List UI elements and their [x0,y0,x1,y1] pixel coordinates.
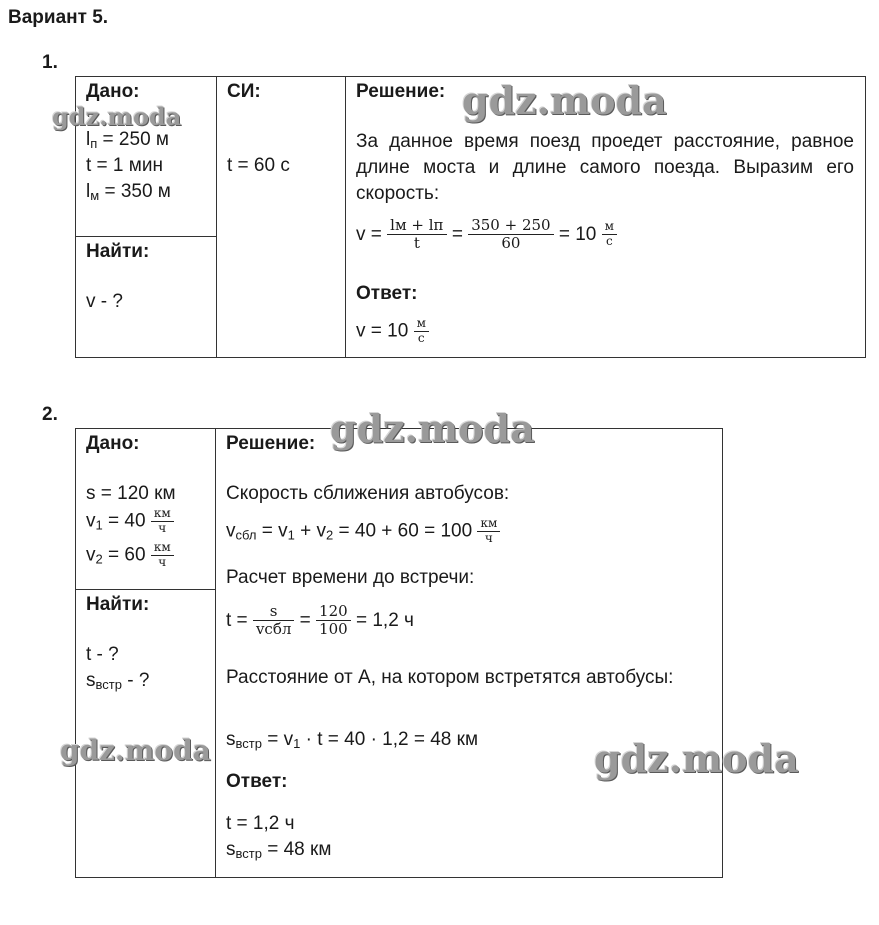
task2-find-header: Найти: [86,594,150,615]
task1-given-t: t = 1 мин [86,155,163,176]
task1-si-value: t = 60 с [227,155,290,176]
variant-title: Вариант 5. [8,7,109,28]
task2-time-formula: t = $\frac{s}{\text{vсбл}}$ = $\frac{120}{100}$ = 1,2 ч [226,602,414,639]
watermark: gdz.moda [52,102,182,131]
task2-solution-header: Решение: [226,433,316,454]
task2-given-v2: $v_2 = 60$ $\frac{км}{ч}$ [86,541,174,570]
watermark: gdz.moda [60,734,211,767]
task1-solution-header: Решение: [356,81,446,102]
task2-closing-speed-unit: $\frac{км}{ч}$ [477,517,500,546]
task2-find-s: $s_{встр}$ - ? [86,670,150,692]
task2-time-label: Расчет времени до встречи: [226,567,475,588]
watermark: gdz.moda [594,736,799,781]
task2-distance-formula: $s_{встр} = v_1 \cdot t = 40 \cdot 1,2 = 48$ км [226,729,479,751]
task1-solution-text: За данное время поезд проедет расстояние, равное длине моста и длине самого поезда. Выразим его скорость: [356,131,854,204]
task1-fraction-numeric: $\frac{350 + 250}{60}$ [468,217,553,253]
task2-given-s: s = 120 км [86,483,176,504]
task2-v2-unit: $\frac{км}{ч}$ [151,541,174,570]
task2-closing-speed-formula: $v_{сбл} = v_1 + v_2 = 40 + 60 = 100$ $\frac{км}{ч}$ [226,517,500,546]
task1-number: 1. [42,52,58,73]
task2-number: 2. [42,404,58,425]
task2-distance-label: Расстояние от А, на котором встретятся автобусы: [226,667,674,688]
watermark: gdz.moda [330,406,535,451]
task1-given-lm: $l_м = 350$ м [86,181,171,203]
task1-answer: v = 10 $\frac{м}{с}$ [356,317,429,346]
task1-fraction-symbolic: $\frac{lм + lп}{t}$ [387,217,446,253]
task2-table [75,428,723,878]
task1-find-header: Найти: [86,241,150,262]
task1-given-header: Дано: [86,81,140,102]
task1-si-header: СИ: [227,81,261,102]
task2-time-fraction-numeric: $\frac{120}{100}$ [316,603,351,639]
task2-v1-unit: $\frac{км}{ч}$ [151,507,174,536]
task2-answer-t: t = 1,2 ч [226,813,295,834]
task1-si-cell [217,77,346,358]
task2-answer-s: $s_{встр} = 48$ км [226,839,332,861]
task1-given-cell [76,77,217,237]
task1-find-cell [76,237,217,358]
task2-time-fraction-symbolic: $\frac{s}{\text{vсбл}}$ [253,603,294,639]
task1-formula: v = $\frac{lм + lп}{t}$ = $\frac{350 + 250}{60}$ = 10 $\frac{м}{с}$ [356,217,617,253]
task2-given-v1: $v_1 = 40$ $\frac{км}{ч}$ [86,507,174,536]
task2-given-cell [76,429,216,590]
task2-answer-header: Ответ: [226,771,288,792]
task1-unit-fraction: $\frac{м}{с}$ [602,220,617,249]
task1-find-value: v - ? [86,291,123,312]
task2-solution-cell [216,429,723,878]
task2-find-t: t - ? [86,644,119,665]
watermark: gdz.moda [462,78,667,123]
task2-given-header: Дано: [86,433,140,454]
task1-given-lp: $l_п = 250$ м [86,129,169,151]
task1-answer-header: Ответ: [356,283,418,304]
task2-closing-speed-label: Скорость сближения автобусов: [226,483,510,504]
task1-answer-unit: $\frac{м}{с}$ [414,317,429,346]
